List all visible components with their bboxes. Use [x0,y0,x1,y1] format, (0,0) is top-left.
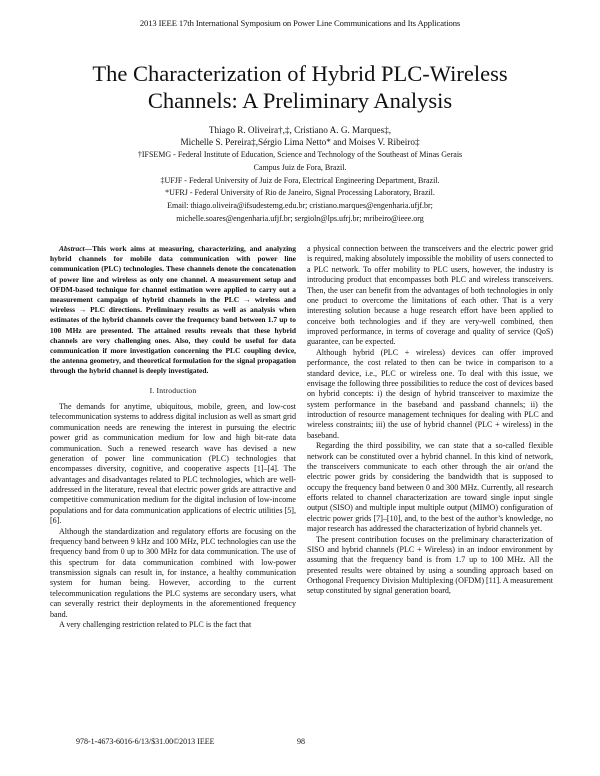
abstract-text: This work aims at measuring, characterizing, and analyzing hybrid channels for mobile data communication with power line communication (PLC) technologies. These channels denote the concatenation of power line and wireless as only one channel. A measurement setup and OFDM-based technique for channel estimation were applied to carry out a measurement campaign of hybrid channels in the PLC → wireless and wireless → PLC directions. Preliminary results as well as analysis when estimates of the hybrid channels cover the frequency band between 1.7 up to 100 MHz are presented. The attained results reveals that these hybrid channels are very challenging ones. Also, they could be useful for data communication if more investigation concerning the PLC coupling device, the antenna geometry, and theoretical formulation for the signal propagation through the hybrid channel is deeply investigated. [50,244,296,376]
email-line: Email: thiago.oliveira@ifsudestemg.edu.br; cristiano.marques@engenharia.ufjf.br; [167,201,433,210]
title-line-1: The Characterization of Hybrid PLC-Wireless [92,61,508,86]
affiliation-line: ‡UFJF - Federal University of Juiz de Fora, Electrical Engineering Department, Brazil. [160,176,440,185]
title-line-2: Channels: A Preliminary Analysis [147,88,453,113]
authors [40,124,560,148]
paragraph: Regarding the third possibility, we can state that a so-called flexible network can be constituted over a hybrid channel. In this kind of network, the transceivers communicate to each other through the air or/and the electric power grids by considering the bandwidth that is supposed to occupy the frequency band between 0 and 300 MHz. Currently, all research efforts related to channel characterization are toward single input single output (SISO) and multiple input multiple output (MIMO) configuration of electric power grids [7]–[10], and, to the best of the author’s knowledge, no major research has addressed the characterization of hybrid channels yet. [307,441,553,534]
authors-line-1: Thiago R. Oliveira†,‡, Cristiano A. G. Marques‡, [208,125,392,135]
paragraph: Although the standardization and regulatory efforts are focusing on the frequency band between 9 kHz and 100 MHz, PLC technologies can use the frequency band from 0 up to 300 MHz for data communication. The use of this spectrum for data communication combined with low-power transmission signals can result in, for instance, a healthy communication system for human being. However, according to the current telecommunication regulations the PLC systems are secondary users, what can severally restrict their deployments in the aforementioned frequency band. [50,526,296,619]
right-column [307,244,553,597]
paragraph: Although hybrid (PLC + wireless) devices can offer improved performance, the cost related to then can be twice in comparison to a standard device, i.e., PLC or wireless one. To deal with this issue, we envisage the following three possibilities to reduce the cost of devices based on hybrid concepts: i) the design of hybrid transceiver to maximize the system performance in the baseband and passband channels; ii) the introduction of resource management techniques for dealing with PLC and wireless constraints; iii) the use of hybrid channel (PLC + wireless) in the baseband. [307,347,553,440]
page-number: 98 [297,737,305,746]
paragraph: A very challenging restriction related to PLC is the fact that [59,619,252,629]
footer-isbn: 978-1-4673-6016-6/13/$31.00©2013 IEEE [76,737,215,746]
paper-title [40,60,560,114]
affiliation-line: Campus Juiz de Fora, Brazil. [253,163,347,172]
abstract [50,244,296,377]
affiliation-line: *UFRJ - Federal University of Rio de Janeiro, Signal Processing Laboratory, Brazil. [165,188,435,197]
conference-header: 2013 IEEE 17th International Symposium on Power Line Communications and Its Applications [139,18,461,28]
paragraph: The demands for anytime, ubiquitous, mobile, green, and low-cost telecommunication systems to address digital inclusion as well as smart grid communication needs are renewing the interest in pursuing the electric power grid as communication medium for low and high bit-rate data communication. Such a renewed research wave has devised a new generation of power line communication (PLC) technologies that encompasses diversity, cognitive, and cooperative aspects [1]–[4]. The advantages and disadvantages related to PLC technologies, which are well-addressed in the literature, reveal that electric power grids are attractive and competitive communication medium for the digital inclusion of low-income populations and for data communication applications of electric utilities [5], [6]. [50,402,296,526]
email-line: michelle.soares@engenharia.ufjf.br; sergioln@lps.ufrj.br; mribeiro@ieee.org [176,214,424,223]
paragraph: The present contribution focuses on the preliminary characterization of SISO and hybrid channels (PLC + Wireless) in an indoor environment by assuming that the frequency band is from 1.7 up to 100 MHz. All the presented results were obtained by using a sounding approach based on Orthogonal Frequency Division Multiplexing (OFDM) [11]. A measurement setup constituted by signal generation board, [307,534,553,596]
authors-line-2: Michelle S. Pereira‡,Sérgio Lima Netto* and Moises V. Ribeiro‡ [180,137,420,148]
left-column [50,244,296,630]
section-heading: I. Introduction [149,385,197,395]
affiliation-line: †IFSEMG - Federal Institute of Education, Science and Technology of the Southeast of Minas Gerais [137,150,463,159]
paragraph: a physical connection between the transceivers and the electric power grid is required, making absolutely impossible the mobility of users connected to a PLC network. To offer mobility to PLC users, however, the industry is introducing product that encompasses both PLC and wireless transceivers. Then, the user can benefit from the advantages of both technologies in only one product to overcome the limitations of each other. That is a very interesting solution because a huge research effort have been applied to conceive both technologies and if they are very-well combined, then improved performance, in terms of coverage and quality of service (QoS) guarantee, can be expected. [307,244,553,347]
abstract-label: Abstract— [59,244,93,253]
